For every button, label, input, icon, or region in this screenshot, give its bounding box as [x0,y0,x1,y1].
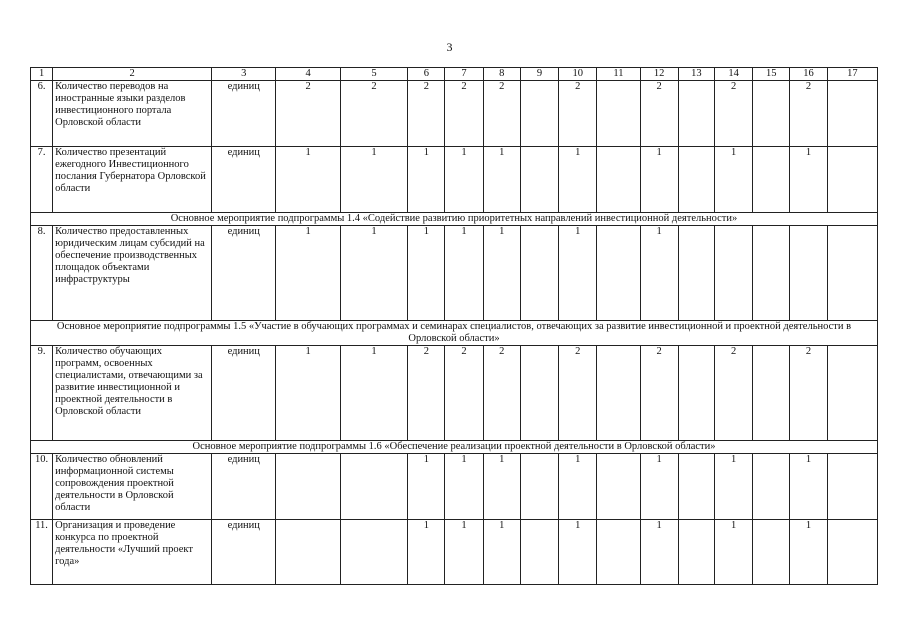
indicator-name: Организация и проведение конкурса по проектной деятельности «Лучший проект года» [53,520,212,585]
value-cell [714,226,752,321]
column-number: 16 [790,68,827,81]
value-cell: 1 [408,226,445,321]
value-cell [678,454,714,520]
column-number: 4 [276,68,340,81]
unit-cell: единиц [212,346,276,441]
column-number: 12 [640,68,678,81]
page-number: 3 [446,40,453,54]
value-cell: 2 [483,346,520,441]
value-cell: 2 [559,81,597,147]
column-number: 5 [340,68,407,81]
unit-cell: единиц [212,520,276,585]
value-cell: 2 [640,81,678,147]
value-cell: 1 [483,454,520,520]
value-cell [753,520,790,585]
value-cell [753,346,790,441]
value-cell: 1 [483,226,520,321]
indicator-name: Количество презентаций ежегодного Инвестиционного послания Губернатора Орловской области [53,147,212,213]
section-row [31,321,878,346]
column-number: 13 [678,68,714,81]
value-cell: 1 [408,520,445,585]
value-cell [597,226,640,321]
value-cell: 1 [640,520,678,585]
value-cell [597,520,640,585]
value-cell [678,346,714,441]
value-cell: 1 [276,147,340,213]
value-cell: 1 [445,520,483,585]
column-number: 9 [520,68,558,81]
value-cell [276,454,340,520]
value-cell: 1 [445,454,483,520]
value-cell: 2 [790,81,827,147]
section-row [31,441,878,454]
column-number: 11 [597,68,640,81]
value-cell: 1 [445,226,483,321]
value-cell [827,520,877,585]
value-cell [827,454,877,520]
column-number: 3 [212,68,276,81]
value-cell: 2 [714,346,752,441]
value-cell: 1 [445,147,483,213]
value-cell: 1 [790,520,827,585]
value-cell [753,147,790,213]
value-cell [827,81,877,147]
indicators-table [30,67,878,585]
row-number: 6. [31,81,53,147]
section-title: Основное мероприятие подпрограммы 1.4 «Содействие развитию приоритетных направлений инвестиционной деятельности» [31,213,878,226]
indicator-row [31,147,878,213]
value-cell: 1 [340,147,407,213]
value-cell: 2 [340,81,407,147]
row-number: 9. [31,346,53,441]
value-cell [827,346,877,441]
value-cell [827,147,877,213]
column-number: 1 [31,68,53,81]
value-cell: 1 [559,147,597,213]
value-cell [753,454,790,520]
value-cell: 2 [714,81,752,147]
indicator-name: Количество переводов на иностранные языки разделов инвестиционного портала Орловской области [53,81,212,147]
value-cell: 1 [640,147,678,213]
column-number: 2 [53,68,212,81]
indicator-row [31,454,878,520]
value-cell [678,226,714,321]
value-cell [520,520,558,585]
value-cell: 1 [640,226,678,321]
value-cell [678,147,714,213]
value-cell: 2 [445,81,483,147]
value-cell [520,346,558,441]
value-cell: 2 [790,346,827,441]
value-cell: 2 [559,346,597,441]
value-cell: 1 [714,520,752,585]
value-cell: 1 [483,147,520,213]
section-title: Основное мероприятие подпрограммы 1.5 «Участие в обучающих программах и семинарах специалистов, отвечающих за развитие инвестиционной и проектной деятельности в Орловской области» [31,321,878,346]
value-cell: 2 [445,346,483,441]
value-cell: 2 [640,346,678,441]
value-cell: 1 [559,226,597,321]
row-number: 8. [31,226,53,321]
value-cell [790,226,827,321]
column-number: 17 [827,68,877,81]
column-number: 14 [714,68,752,81]
indicator-row [31,81,878,147]
indicator-name: Количество предоставленных юридическим лицам субсидий на обеспечение производственных площадок объектами инфраструктуры [53,226,212,321]
value-cell [520,147,558,213]
value-cell: 1 [340,346,407,441]
value-cell: 1 [640,454,678,520]
value-cell [753,81,790,147]
value-cell [520,226,558,321]
column-number: 8 [483,68,520,81]
row-number: 10. [31,454,53,520]
value-cell: 1 [340,226,407,321]
section-title: Основное мероприятие подпрограммы 1.6 «Обеспечение реализации проектной деятельности в Орловской области» [31,441,878,454]
value-cell: 1 [408,454,445,520]
value-cell: 2 [408,81,445,147]
value-cell: 1 [483,520,520,585]
column-number: 6 [408,68,445,81]
value-cell [340,520,407,585]
indicator-row [31,520,878,585]
indicator-row [31,346,878,441]
value-cell [827,226,877,321]
value-cell: 1 [559,454,597,520]
value-cell: 2 [276,81,340,147]
column-number: 15 [753,68,790,81]
column-number-row [31,68,878,81]
value-cell: 1 [559,520,597,585]
row-number: 7. [31,147,53,213]
value-cell [753,226,790,321]
row-number: 11. [31,520,53,585]
unit-cell: единиц [212,147,276,213]
value-cell [597,147,640,213]
indicator-row [31,226,878,321]
value-cell [520,454,558,520]
value-cell [520,81,558,147]
value-cell [597,454,640,520]
value-cell: 2 [408,346,445,441]
unit-cell: единиц [212,81,276,147]
indicator-name: Количество обновлений информационной системы сопровождения проектной деятельности в Орловской области [53,454,212,520]
value-cell: 1 [714,454,752,520]
value-cell: 1 [276,226,340,321]
indicator-name: Количество обучающих программ, освоенных специалистами, отвечающими за развитие инвестиционной и проектной деятельности в Орловской области [53,346,212,441]
unit-cell: единиц [212,454,276,520]
value-cell: 1 [408,147,445,213]
value-cell [597,81,640,147]
value-cell: 1 [276,346,340,441]
value-cell [276,520,340,585]
value-cell [340,454,407,520]
unit-cell: единиц [212,226,276,321]
value-cell [678,520,714,585]
section-row [31,213,878,226]
value-cell: 2 [483,81,520,147]
column-number: 7 [445,68,483,81]
value-cell: 1 [790,454,827,520]
value-cell: 1 [714,147,752,213]
value-cell [678,81,714,147]
value-cell [597,346,640,441]
column-number: 10 [559,68,597,81]
value-cell: 1 [790,147,827,213]
